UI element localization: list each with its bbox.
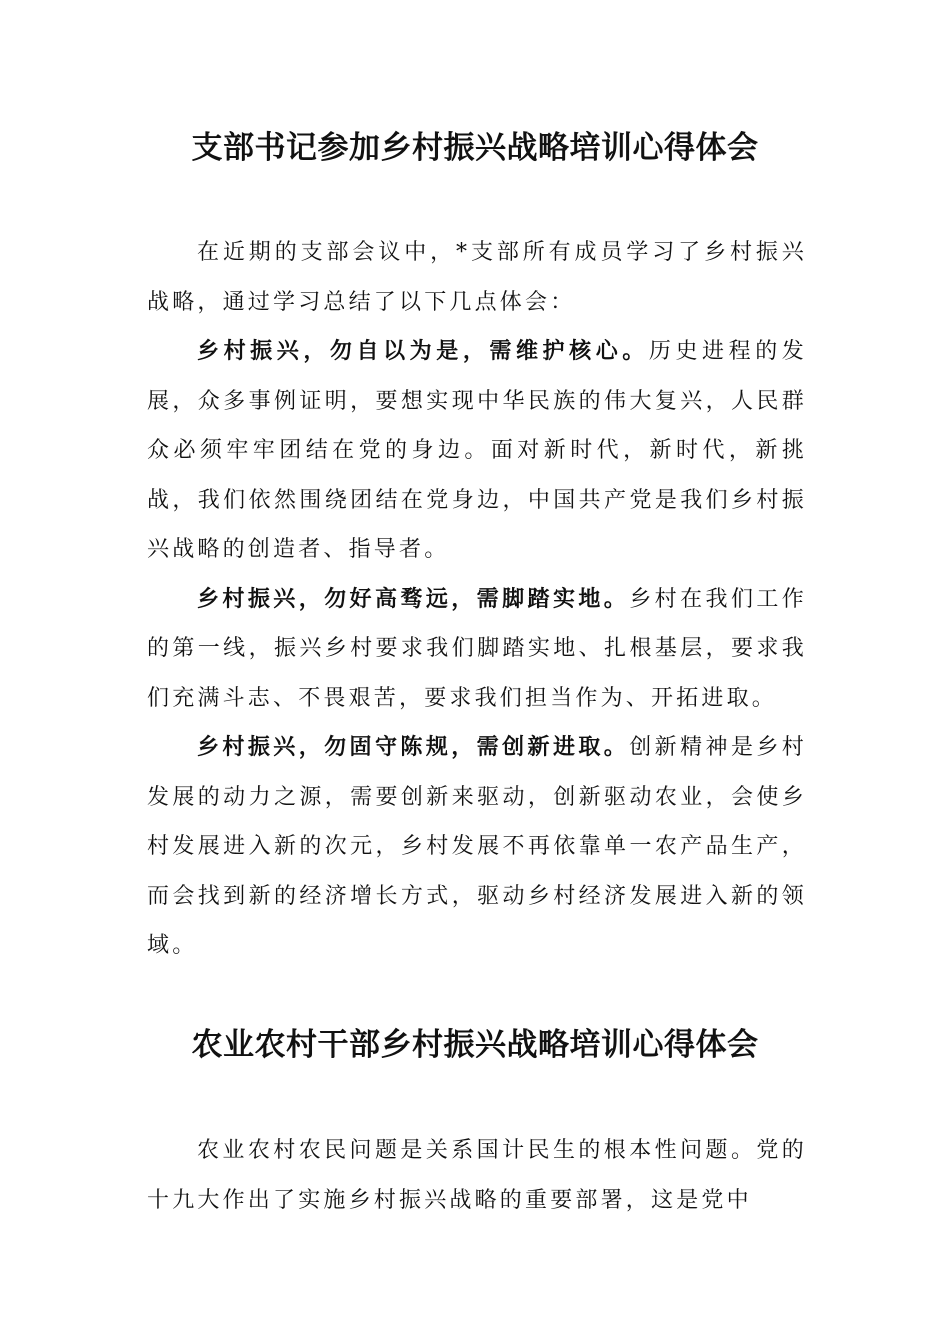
point-paragraph-2 xyxy=(147,575,807,724)
point-body-1: 历史进程的发展，众多事例证明，要想实现中华民族的伟大复兴，人民群众必须牢牢团结在党的身边。面对新时代，新时代，新挑战，我们依然围绕团结在党身边，中国共产党是我们乡村振兴战略的创造者、指导者。 xyxy=(147,339,807,562)
point-body-2: 乡村在我们工作的第一线，振兴乡村要求我们脚踏实地、扎根基层，要求我们充满斗志、不畏艰苦，要求我们担当作为、开拓进取。 xyxy=(147,586,808,711)
point-paragraph-3 xyxy=(147,723,807,971)
article-body-2 xyxy=(147,1126,807,1225)
point-paragraph-1 xyxy=(147,327,807,575)
point-lead-2: 乡村振兴，勿好高骛远，需脚踏实地。 xyxy=(197,585,630,612)
point-body-3: 创新精神是乡村发展的动力之源，需要创新来驱动，创新驱动农业，会使乡村发展进入新的次元，乡村发展不再依靠单一农产品生产，而会找到新的经济增长方式，驱动乡村经济发展进入新的领域。 xyxy=(147,735,808,958)
article-title-2: 农业农村干部乡村振兴战略培训心得体会 xyxy=(191,1027,759,1063)
intro-paragraph: 在近期的支部会议中，*支部所有成员学习了乡村振兴战略，通过学习总结了以下几点体会： xyxy=(147,240,807,315)
section2-paragraph: 农业农村农民问题是关系国计民生的根本性问题。党的十九大作出了实施乡村振兴战略的重要部署，这是党中 xyxy=(147,1138,807,1213)
article-title-1: 支部书记参加乡村振兴战略培训心得体会 xyxy=(191,130,759,166)
article-body-1 xyxy=(147,228,807,971)
point-lead-3: 乡村振兴，勿固守陈规，需创新进取。 xyxy=(197,734,630,760)
point-lead-1: 乡村振兴，勿自以为是，需维护核心。 xyxy=(197,338,649,364)
